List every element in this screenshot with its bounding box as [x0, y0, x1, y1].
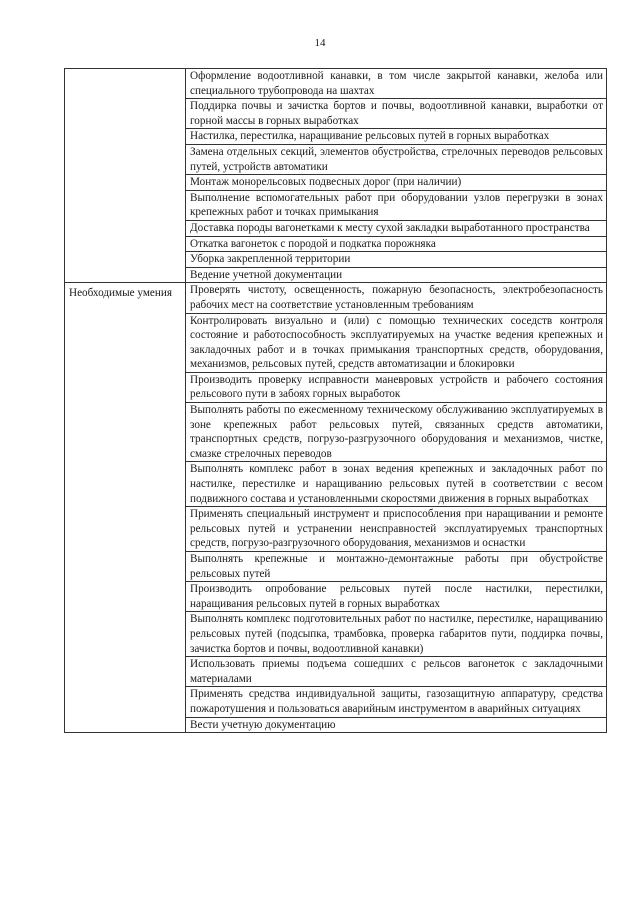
- list-item: Выполнять комплекс работ в зонах ведения крепежных и закладочных работ по настилке, перестилке и наращиванию рельсовых путей в соответствии с весом подвижного состава и установленными скоростями движения в горных выработках: [186, 461, 606, 506]
- list-item: Производить опробование рельсовых путей после настилки, перестилки, наращивания рельсовых путей в горных выработках: [186, 581, 606, 611]
- list-item: Оформление водоотливной канавки, в том числе закрытой канавки, желоба или специального трубопровода на шахтах: [190, 70, 603, 97]
- row-label-required-skills: Необходимые умения: [69, 287, 172, 300]
- labor-actions-cell: [186, 69, 607, 283]
- list-item: Контролировать визуально и (или) с помощью технических соседств контроля состояние и работоспособность эксплуатируемых на участке ведения крепежных и закладочных работ и в точках примыкания транспортных средств, оборудования, механизмов, рельсовых путей, средств автоматизации и блокировки: [186, 313, 606, 372]
- list-item: Проверять чистоту, освещенность, пожарную безопасность, электробезопасность рабочих мест на соответствие установленным требованиям: [190, 284, 603, 311]
- list-item: Выполнять комплекс подготовительных работ по настилке, перестилке, наращиванию рельсовых путей (подсыпка, трамбовка, проверка габаритов пути, поддирка почвы, зачистка бортов и почвы, водоотливной канавки): [186, 611, 606, 656]
- list-item: Производить проверку исправности маневровых устройств и рабочего состояния рельсового пути в забоях горных выработок: [186, 372, 606, 402]
- list-item: Монтаж монорельсовых подвесных дорог (при наличии): [186, 174, 606, 190]
- list-item: Откатка вагонеток с породой и подкатка порожняка: [186, 236, 606, 252]
- list-item: Замена отдельных секций, элементов обустройства, стрелочных переводов рельсовых путей, устройств автоматики: [186, 144, 606, 174]
- list-item: Уборка закрепленной территории: [186, 251, 606, 267]
- list-item: Использовать приемы подъема сошедших с рельсов вагонеток с закладочными материалами: [186, 656, 606, 686]
- list-item: Поддирка почвы и зачистка бортов и почвы, водоотливной канавки, выработки от горной массы в горных выработках: [186, 98, 606, 128]
- table-row-required-skills: [65, 283, 607, 733]
- required-skills-cell: [186, 283, 607, 733]
- list-item: Настилка, перестилка, наращивание рельсовых путей в горных выработках: [186, 128, 606, 144]
- list-item: Вести учетную документацию: [186, 717, 606, 733]
- list-item: Выполнять работы по ежесменному техническому обслуживанию эксплуатируемых в зоне крепежных работ рельсовых путей, связанных средств автоматики, транспортных средств, погрузо-разгрузочного оборудования и механизмов, чистке, смазке стрелочных переводов: [186, 402, 606, 461]
- competency-table: [64, 68, 607, 733]
- row-label-cell: [65, 283, 186, 733]
- page-number: 14: [314, 37, 326, 49]
- list-item: Ведение учетной документации: [186, 267, 606, 283]
- list-item: Применять средства индивидуальной защиты, газозащитную аппаратуру, средства пожаротушения и пользоваться аварийным инструментом в аварийных ситуациях: [186, 686, 606, 716]
- list-item: Доставка породы вагонетками к месту сухой закладки выработанного пространства: [186, 220, 606, 236]
- list-item: Выполнять крепежные и монтажно-демонтажные работы при обустройстве рельсовых путей: [186, 551, 606, 581]
- row-label: [65, 69, 185, 72]
- table-row-labor-actions: [65, 69, 607, 283]
- row-label-cell: [65, 69, 186, 283]
- list-item: Выполнение вспомогательных работ при оборудовании узлов перегрузки в зонах крепежных работ и точках примыкания: [186, 190, 606, 220]
- list-item: Применять специальный инструмент и приспособления при наращивании и ремонте рельсовых путей и устранении неисправностей эксплуатируемых транспортных средств, погрузо-разгрузочного оборудования, механизмов и оснастки: [186, 506, 606, 551]
